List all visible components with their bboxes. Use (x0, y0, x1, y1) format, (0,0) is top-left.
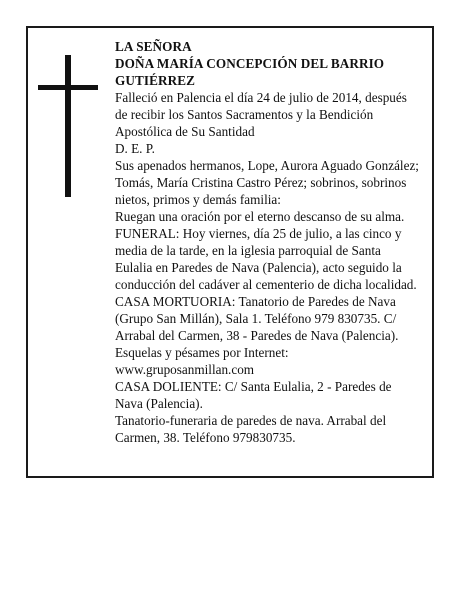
cross-horizontal-bar (38, 85, 98, 90)
cross-vertical-bar (65, 55, 71, 197)
cross-icon (38, 55, 98, 197)
notice-text (115, 38, 421, 446)
online-condolences-label: Esquelas y pésames por Internet: (115, 345, 289, 360)
funeral-service-contact: Tanatorio-funeraria de paredes de nava. Arrabal del Carmen, 38. Teléfono 979830735. (115, 413, 387, 445)
notice-title: LA SEÑORA (115, 39, 192, 54)
rip-line: D. E. P. (115, 141, 155, 156)
funeral-home-details: CASA MORTUORIA: Tanatorio de Paredes de Nava (Grupo San Millán), Sala 1. Teléfono 979 830735. C/ Arrabal del Carmen, 38 - Paredes de Nava (Palencia). (115, 294, 399, 343)
prayer-request: Ruegan una oración por el eterno descanso de su alma. (115, 209, 405, 224)
funeral-details: FUNERAL: Hoy viernes, día 25 de julio, a las cinco y media de la tarde, en la iglesia parroquial de Santa Eulalia en Paredes de Nava (Palencia), acto seguido la conducción del cadáver al cementerio de dicha localidad. (115, 226, 417, 292)
deceased-name: DOÑA MARÍA CONCEPCIÓN DEL BARRIO GUTIÉRREZ (115, 56, 385, 88)
website-link: www.gruposanmillan.com (115, 362, 255, 377)
family-home-details: CASA DOLIENTE: C/ Santa Eulalia, 2 - Paredes de Nava (Palencia). (115, 379, 392, 411)
family-list: Sus apenados hermanos, Lope, Aurora Aguado González; Tomás, María Cristina Castro Pérez; sobrinos, sobrinos nietos, primos y demás familia: (115, 158, 419, 207)
death-announcement: Falleció en Palencia el día 24 de julio de 2014, después de recibir los Santos Sacramentos y la Bendición Apostólica de Su Santidad (115, 90, 407, 139)
